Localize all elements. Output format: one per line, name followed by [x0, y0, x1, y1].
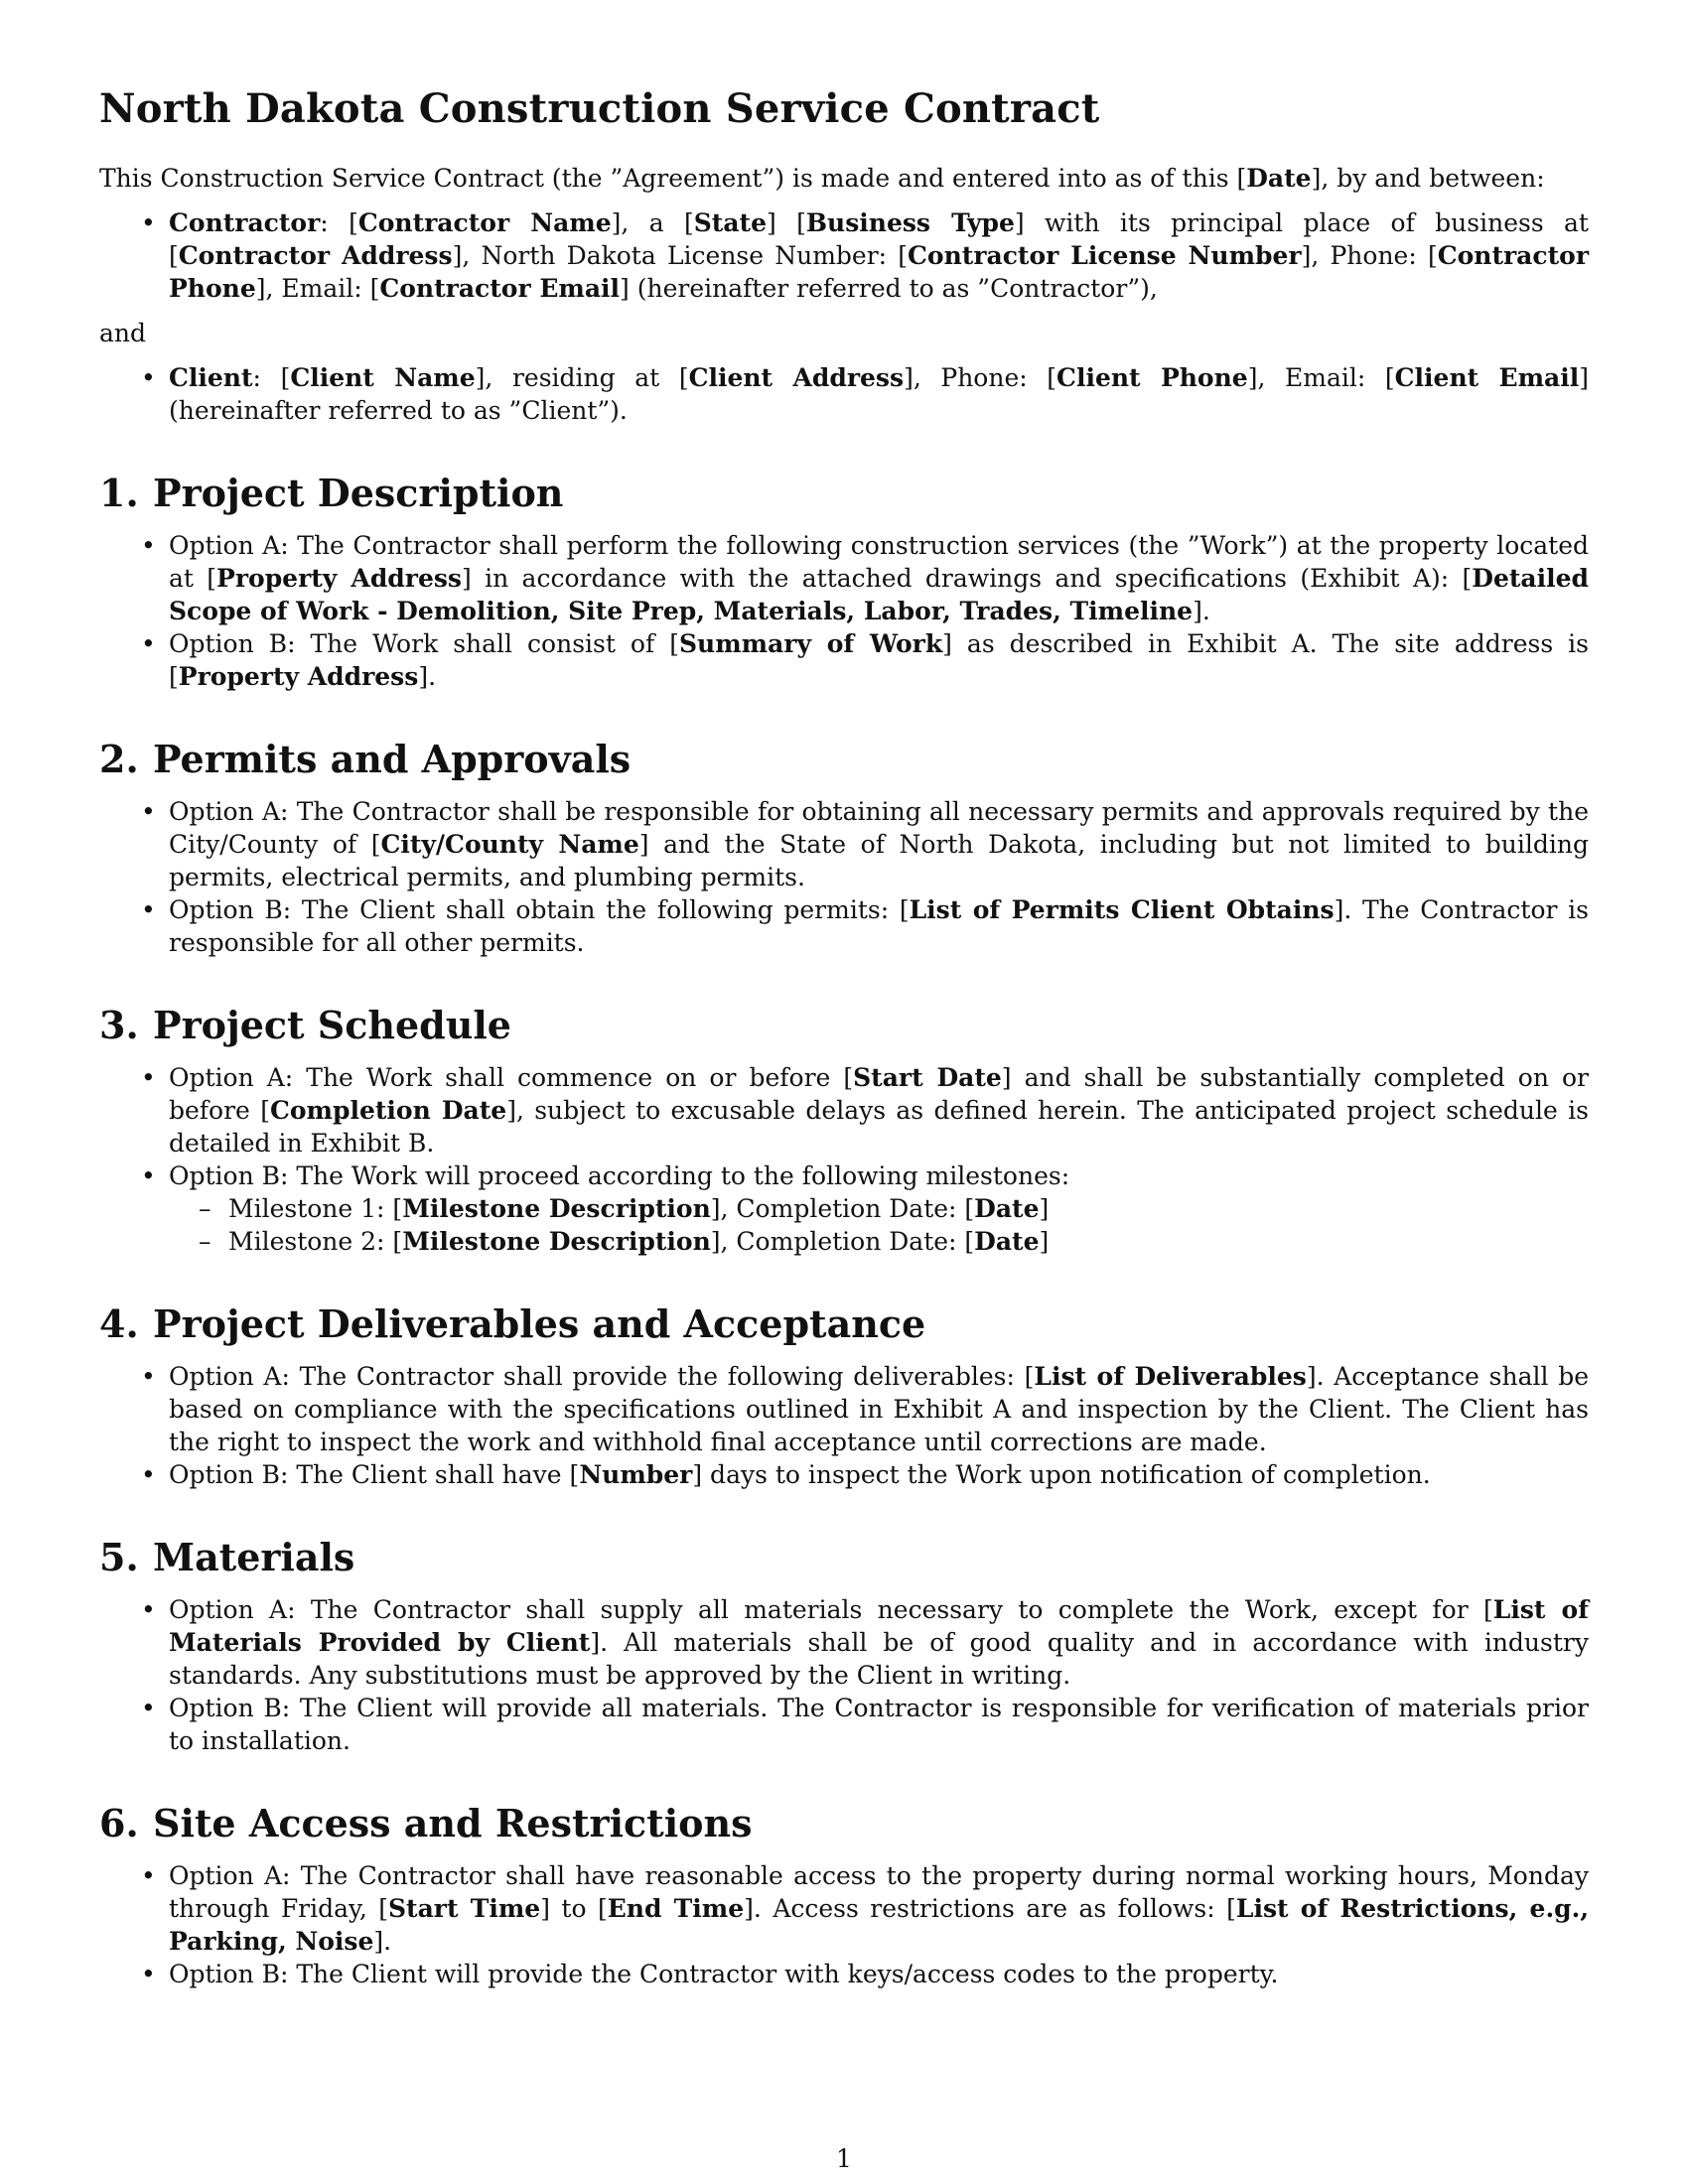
- client-label: Client: [169, 363, 253, 392]
- contractor-phone-placeholder: Contractor Phone: [169, 241, 1589, 303]
- text: Option B: The Work will proceed according to the following milestones:: [169, 1161, 1070, 1190]
- text: ]: [1039, 1227, 1050, 1256]
- client-email-placeholder: Client Email: [1394, 363, 1580, 392]
- text: ] and the State of North Dakota, including but not limited to building permits, electrical permits, and plumbing permits.: [169, 830, 1589, 891]
- placeholder: Summary of Work: [678, 629, 943, 658]
- text: ] [: [767, 208, 806, 237]
- intro-text: This Construction Service Contract (the ”Agreement”) is made and entered into as of this [: [99, 164, 1247, 193]
- placeholder: Property Address: [178, 662, 419, 691]
- client-item: [99, 361, 1589, 427]
- section-heading: [99, 1003, 1589, 1047]
- placeholder: Property Address: [216, 564, 463, 593]
- option-b: [99, 1692, 1589, 1757]
- option-b: [99, 893, 1589, 959]
- milestone-item: [169, 1192, 1589, 1225]
- text: ]. All materials shall be of good quality and in accordance with industry standards. Any substitutions must be approved by the Client in writing.: [169, 1628, 1589, 1690]
- text: ], Email: [: [255, 274, 380, 303]
- contractor-email-placeholder: Contractor Email: [379, 274, 621, 303]
- section-heading: [99, 737, 1589, 781]
- text: ], Phone: [: [904, 363, 1057, 392]
- text: Option A: The Contractor shall have reasonable access to the property during normal working hours, Monday through Friday, [: [169, 1861, 1589, 1923]
- text: Option A: The Contractor shall perform the following construction services (the ”Work”) at the property located at [: [169, 531, 1589, 593]
- placeholder: Milestone Description: [402, 1227, 711, 1256]
- section-options: [99, 1859, 1589, 1990]
- text: ].: [1193, 597, 1210, 625]
- option-a: [99, 529, 1589, 627]
- text: ], a [: [611, 208, 694, 237]
- section-title: Permits and Approvals: [153, 737, 632, 781]
- placeholder: Completion Date: [269, 1096, 507, 1125]
- document-page: [99, 85, 1589, 1990]
- text: ]: [1039, 1194, 1050, 1223]
- placeholder: List of Deliverables: [1034, 1362, 1307, 1391]
- text: ], subject to excusable delays as defined herein. The anticipated project schedule is detailed in Exhibit B.: [169, 1096, 1589, 1158]
- client-name-placeholder: Client Name: [290, 363, 476, 392]
- section-options: [99, 1061, 1589, 1258]
- section-options: [99, 795, 1589, 959]
- section-heading: [99, 471, 1589, 515]
- placeholder: Milestone Description: [402, 1194, 711, 1223]
- placeholder: City/County Name: [380, 830, 639, 859]
- placeholder: Date: [974, 1227, 1040, 1256]
- intro-text: ], by and between:: [1311, 164, 1545, 193]
- text: ]. The Contractor is responsible for all other permits.: [169, 895, 1589, 957]
- text: ]. Access restrictions are as follows: [: [744, 1894, 1236, 1923]
- option-b: [99, 1958, 1589, 1990]
- section-title: Project Description: [153, 471, 564, 515]
- section-number: 2.: [99, 737, 139, 781]
- text: ], Phone: [: [1301, 241, 1438, 270]
- option-a: [99, 795, 1589, 893]
- and-text: and: [99, 319, 147, 347]
- milestone-list: [169, 1192, 1589, 1258]
- text: : [: [252, 363, 291, 392]
- section-number: 4.: [99, 1301, 139, 1346]
- text: ]. Acceptance shall be based on compliance with the specifications outlined in Exhibit A and inspection by the Client. The Client has the right to inspect the work and withhold final acceptance until corrections are made.: [169, 1362, 1590, 1456]
- document-title: North Dakota Construction Service Contract: [99, 85, 1100, 132]
- text: Option A: The Work shall commence on or before [: [169, 1063, 854, 1092]
- text: ], North Dakota License Number: [: [452, 241, 909, 270]
- placeholder: Start Date: [853, 1063, 1002, 1092]
- license-placeholder: Contractor License Number: [908, 241, 1302, 270]
- contractor-item: [99, 206, 1589, 305]
- text: ], Completion Date: [: [710, 1194, 975, 1223]
- placeholder: List of Materials Provided by Client: [169, 1595, 1589, 1657]
- state-placeholder: State: [693, 208, 768, 237]
- text: Option A: The Contractor shall be responsible for obtaining all necessary permits and approvals required by the City/County of [: [169, 797, 1589, 859]
- section-heading: [99, 1801, 1589, 1845]
- client-address-placeholder: Client Address: [688, 363, 905, 392]
- option-a: [99, 1360, 1589, 1458]
- text: Option B: The Client will provide all materials. The Contractor is responsible for verification of materials prior to installation.: [169, 1694, 1589, 1755]
- contractor-label: Contractor: [169, 208, 321, 237]
- text: ] days to inspect the Work upon notification of completion.: [692, 1460, 1431, 1489]
- text: ] as described in Exhibit A. The site address is [: [169, 629, 1590, 691]
- text: ] (hereinafter referred to as ”Client”).: [169, 363, 1590, 425]
- text: ], residing at [: [475, 363, 689, 392]
- contractor-list: [99, 206, 1589, 305]
- section-number: 6.: [99, 1801, 139, 1845]
- client-phone-placeholder: Client Phone: [1056, 363, 1248, 392]
- option-b: [99, 627, 1589, 693]
- placeholder: Start Time: [388, 1894, 541, 1923]
- placeholder: List of Restrictions, e.g., Parking, Noise: [169, 1894, 1590, 1956]
- text: ] (hereinafter referred to as ”Contractor”),: [620, 274, 1158, 303]
- placeholder: Number: [579, 1460, 693, 1489]
- option-b: [99, 1458, 1589, 1491]
- text: ], Completion Date: [: [710, 1227, 975, 1256]
- section-title: Project Deliverables and Acceptance: [153, 1301, 926, 1346]
- placeholder: List of Permits Client Obtains: [909, 895, 1335, 924]
- text: Milestone 1: [: [228, 1194, 403, 1223]
- text: ] and shall be substantially completed on or before [: [169, 1063, 1589, 1125]
- option-b: [99, 1160, 1589, 1258]
- text: Option A: The Contractor shall supply all materials necessary to complete the Work, except for [: [169, 1595, 1493, 1624]
- section-number: 3.: [99, 1003, 139, 1047]
- option-a: [99, 1061, 1589, 1160]
- placeholder: End Time: [607, 1894, 745, 1923]
- text: ] to [: [540, 1894, 608, 1923]
- section-heading: [99, 1301, 1589, 1346]
- text: Option B: The Work shall consist of [: [169, 629, 679, 658]
- section-options: [99, 529, 1589, 693]
- section-options: [99, 1360, 1589, 1491]
- text: ] with its principal place of business at [: [169, 208, 1589, 270]
- business-type-placeholder: Business Type: [805, 208, 1015, 237]
- text: Option B: The Client shall have [: [169, 1460, 580, 1489]
- section-heading: [99, 1535, 1589, 1579]
- section-title: Site Access and Restrictions: [153, 1801, 753, 1845]
- text: Option B: The Client shall obtain the following permits: [: [169, 895, 910, 924]
- contractor-address-placeholder: Contractor Address: [178, 241, 453, 270]
- text: ], Email: [: [1247, 363, 1395, 392]
- date-placeholder: Date: [1246, 164, 1312, 193]
- text: ].: [418, 662, 437, 691]
- client-list: [99, 361, 1589, 427]
- text: Option B: The Client will provide the Contractor with keys/access codes to the property.: [169, 1960, 1279, 1988]
- text: ] in accordance with the attached drawings and specifications (Exhibit A): [: [462, 564, 1473, 593]
- text: : [: [320, 208, 358, 237]
- contractor-name-placeholder: Contractor Name: [357, 208, 612, 237]
- text: Milestone 2: [: [228, 1227, 403, 1256]
- placeholder: Detailed Scope of Work - Demolition, Site Prep, Materials, Labor, Trades, Timeline: [169, 564, 1589, 625]
- text: ].: [373, 1927, 392, 1956]
- section-number: 5.: [99, 1535, 139, 1579]
- section-number: 1.: [99, 471, 139, 515]
- page-number: 1: [836, 2144, 852, 2173]
- section-options: [99, 1593, 1589, 1757]
- placeholder: Date: [974, 1194, 1040, 1223]
- section-title: Project Schedule: [153, 1003, 511, 1047]
- section-title: Materials: [153, 1535, 355, 1579]
- intro-paragraph: [99, 162, 1589, 195]
- milestone-item: [169, 1225, 1589, 1258]
- option-a: [99, 1593, 1589, 1692]
- text: Option A: The Contractor shall provide the following deliverables: [: [169, 1362, 1035, 1391]
- option-a: [99, 1859, 1589, 1958]
